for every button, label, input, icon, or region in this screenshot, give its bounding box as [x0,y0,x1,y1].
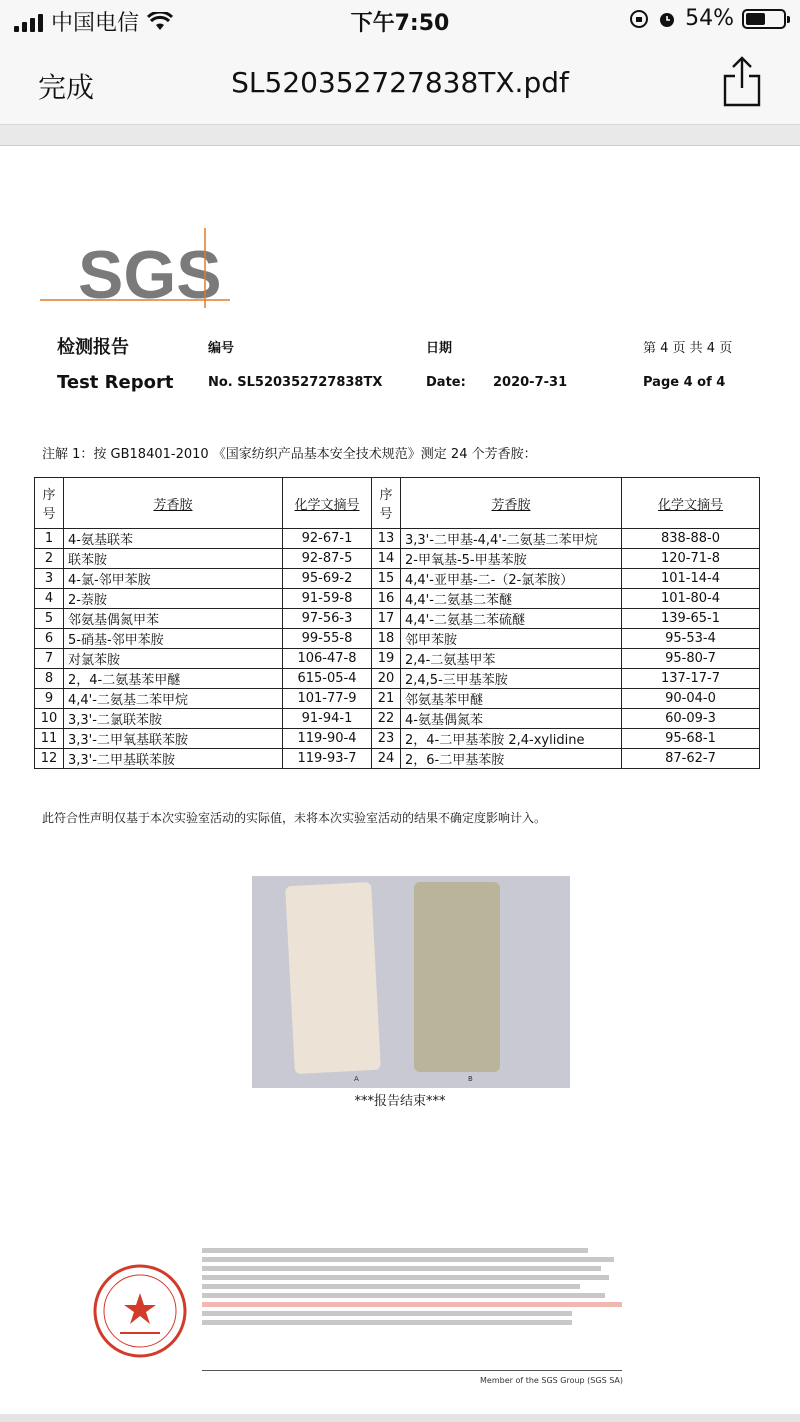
aromatic-amines-table [34,477,760,769]
page-separator-bottom [0,1414,800,1422]
sample-photo [252,876,570,1088]
report-number-label: 编号 [208,341,235,356]
table-row [35,689,760,709]
cell-amine-2: 2,4-二氨基甲苯 [401,649,622,669]
cell-no-2: 17 [372,609,401,629]
cell-cas-2: 137-17-7 [622,669,760,689]
cell-amine-2: 邻甲苯胺 [401,629,622,649]
cell-no: 6 [35,629,64,649]
cell-cas: 119-93-7 [283,749,372,769]
cell-amine: 3,3'-二氯联苯胺 [64,709,283,729]
pdf-viewer-nav-bar [0,40,800,125]
page-number-cn: 第 4 页 共 4 页 [643,341,733,356]
cell-no-2: 24 [372,749,401,769]
cell-cas: 91-94-1 [283,709,372,729]
sgs-logo [40,228,230,308]
table-header-row [35,478,760,529]
cell-amine: 4,4'-二氨基二苯甲烷 [64,689,283,709]
cell-cas-2: 95-80-7 [622,649,760,669]
cell-no-2: 15 [372,569,401,589]
disclaimer-text: 此符合性声明仅基于本次实验室活动的实际值，未将本次实验室活动的结果不确定度影响计入。 [42,811,547,825]
cell-no: 10 [35,709,64,729]
cell-cas-2: 87-62-7 [622,749,760,769]
cell-no-2: 16 [372,589,401,609]
cell-cas: 97-56-3 [283,609,372,629]
col-header-no: 序号 [35,478,64,529]
cell-no: 4 [35,589,64,609]
cell-amine-2: 2,4,5-三甲基苯胺 [401,669,622,689]
cell-cas: 101-77-9 [283,689,372,709]
footer-rule [202,1370,622,1371]
cell-amine: 3,3'-二甲氧基联苯胺 [64,729,283,749]
cell-cas-2: 60-09-3 [622,709,760,729]
towel-sample-b [414,882,500,1072]
status-bar [0,0,800,40]
date-label-cn: 日期 [426,341,453,356]
table-row [35,669,760,689]
note-text: 注解 1：按 GB18401-2010 《国家纺织产品基本安全技术规范》测定 24 个芳香胺： [42,447,537,462]
cell-amine-2: 邻氨基苯甲醚 [401,689,622,709]
status-time: 下午7:50 [350,11,450,36]
col-header-amine-2 [401,478,622,529]
cell-cas-2: 90-04-0 [622,689,760,709]
cell-no-2: 20 [372,669,401,689]
cell-no: 11 [35,729,64,749]
col-header-cas-text: 化学文摘号 [294,497,360,513]
document-title: SL520352727838TX.pdf [231,66,569,99]
cell-amine: 对氯苯胺 [64,649,283,669]
report-title-cn: 检测报告 [57,337,129,358]
fine-print-block [202,1246,622,1329]
table-body [35,529,760,769]
cell-cas-2: 95-53-4 [622,629,760,649]
table-row [35,589,760,609]
cell-amine-2: 2，4-二甲基苯胺 2,4-xylidine [401,729,622,749]
photo-label-b: B [468,1075,473,1083]
cell-cas-2: 95-68-1 [622,729,760,749]
cell-cas: 99-55-8 [283,629,372,649]
cell-amine: 2-萘胺 [64,589,283,609]
orientation-lock-icon [629,9,649,29]
cell-amine-2: 4,4'-二氨基二苯硫醚 [401,609,622,629]
cell-amine-2: 4,4'-二氨基二苯醚 [401,589,622,609]
col-header-amine-2-text: 芳香胺 [491,497,531,513]
cell-cas-2: 139-65-1 [622,609,760,629]
share-icon[interactable] [722,54,762,108]
cell-no-2: 19 [372,649,401,669]
cell-amine-2: 2-甲氧基-5-甲基苯胺 [401,549,622,569]
table-row [35,709,760,729]
cell-amine: 4-氨基联苯 [64,529,283,549]
cell-no: 3 [35,569,64,589]
col-header-cas [283,478,372,529]
cell-cas-2: 838-88-0 [622,529,760,549]
cell-amine-2: 3,3'-二甲基-4,4'-二氨基二苯甲烷 [401,529,622,549]
col-header-cas-2 [622,478,760,529]
col-header-cas-2-text: 化学文摘号 [657,497,723,513]
page-number: Page 4 of 4 [643,375,726,390]
cell-cas-2: 101-14-4 [622,569,760,589]
alarm-icon [657,9,677,29]
col-header-no-2: 序号 [372,478,401,529]
sgs-logo-text: SGS [78,237,222,308]
pdf-page[interactable] [0,146,800,1416]
inspection-seal-icon [92,1263,188,1359]
cell-no: 8 [35,669,64,689]
cell-amine-2: 2，6-二甲基苯胺 [401,749,622,769]
cell-cas-2: 101-80-4 [622,589,760,609]
cell-no-2: 23 [372,729,401,749]
sgs-member-text: Member of the SGS Group (SGS SA) [480,1376,624,1385]
cell-no-2: 13 [372,529,401,549]
cell-cas-2: 120-71-8 [622,549,760,569]
table-row [35,609,760,629]
cell-cas: 106-47-8 [283,649,372,669]
cell-cas: 91-59-8 [283,589,372,609]
cell-no-2: 14 [372,549,401,569]
end-of-report: ***报告结束*** [354,1094,446,1109]
cell-cas: 615-05-4 [283,669,372,689]
date-label: Date: [426,375,466,390]
table-row [35,629,760,649]
report-number: No. SL520352727838TX [208,375,383,390]
cell-cas: 92-87-5 [283,549,372,569]
cell-cas: 92-67-1 [283,529,372,549]
photo-label-a: A [354,1075,359,1083]
table-row [35,549,760,569]
cell-no-2: 22 [372,709,401,729]
cell-no: 5 [35,609,64,629]
cell-no: 9 [35,689,64,709]
cell-no-2: 18 [372,629,401,649]
cell-no-2: 21 [372,689,401,709]
date-value: 2020-7-31 [493,375,568,390]
col-header-amine-text: 芳香胺 [153,497,193,513]
table-row [35,729,760,749]
cell-amine: 5-硝基-邻甲苯胺 [64,629,283,649]
cell-cas: 119-90-4 [283,729,372,749]
report-title-en: Test Report [57,372,174,393]
carrier-label: 中国电信 [51,11,140,36]
table-row [35,569,760,589]
table-row [35,529,760,549]
cell-amine: 3,3'-二甲基联苯胺 [64,749,283,769]
page-separator [0,125,800,146]
table-row [35,649,760,669]
battery-icon [742,9,786,29]
cell-amine: 2，4-二氨基苯甲醚 [64,669,283,689]
table-row [35,749,760,769]
cell-amine: 联苯胺 [64,549,283,569]
battery-fill [746,13,765,25]
done-button[interactable]: 完成 [38,71,95,104]
cell-no: 2 [35,549,64,569]
cell-no: 7 [35,649,64,669]
cell-amine: 邻氨基偶氮甲苯 [64,609,283,629]
cell-no: 12 [35,749,64,769]
cell-amine: 4-氯-邻甲苯胺 [64,569,283,589]
cell-no: 1 [35,529,64,549]
cell-cas: 95-69-2 [283,569,372,589]
status-right [629,6,786,31]
cell-amine-2: 4,4'-亚甲基-二-（2-氯苯胺） [401,569,622,589]
towel-sample-a [285,882,381,1074]
cell-amine-2: 4-氨基偶氮苯 [401,709,622,729]
battery-percent: 54% [685,6,734,31]
col-header-amine [64,478,283,529]
